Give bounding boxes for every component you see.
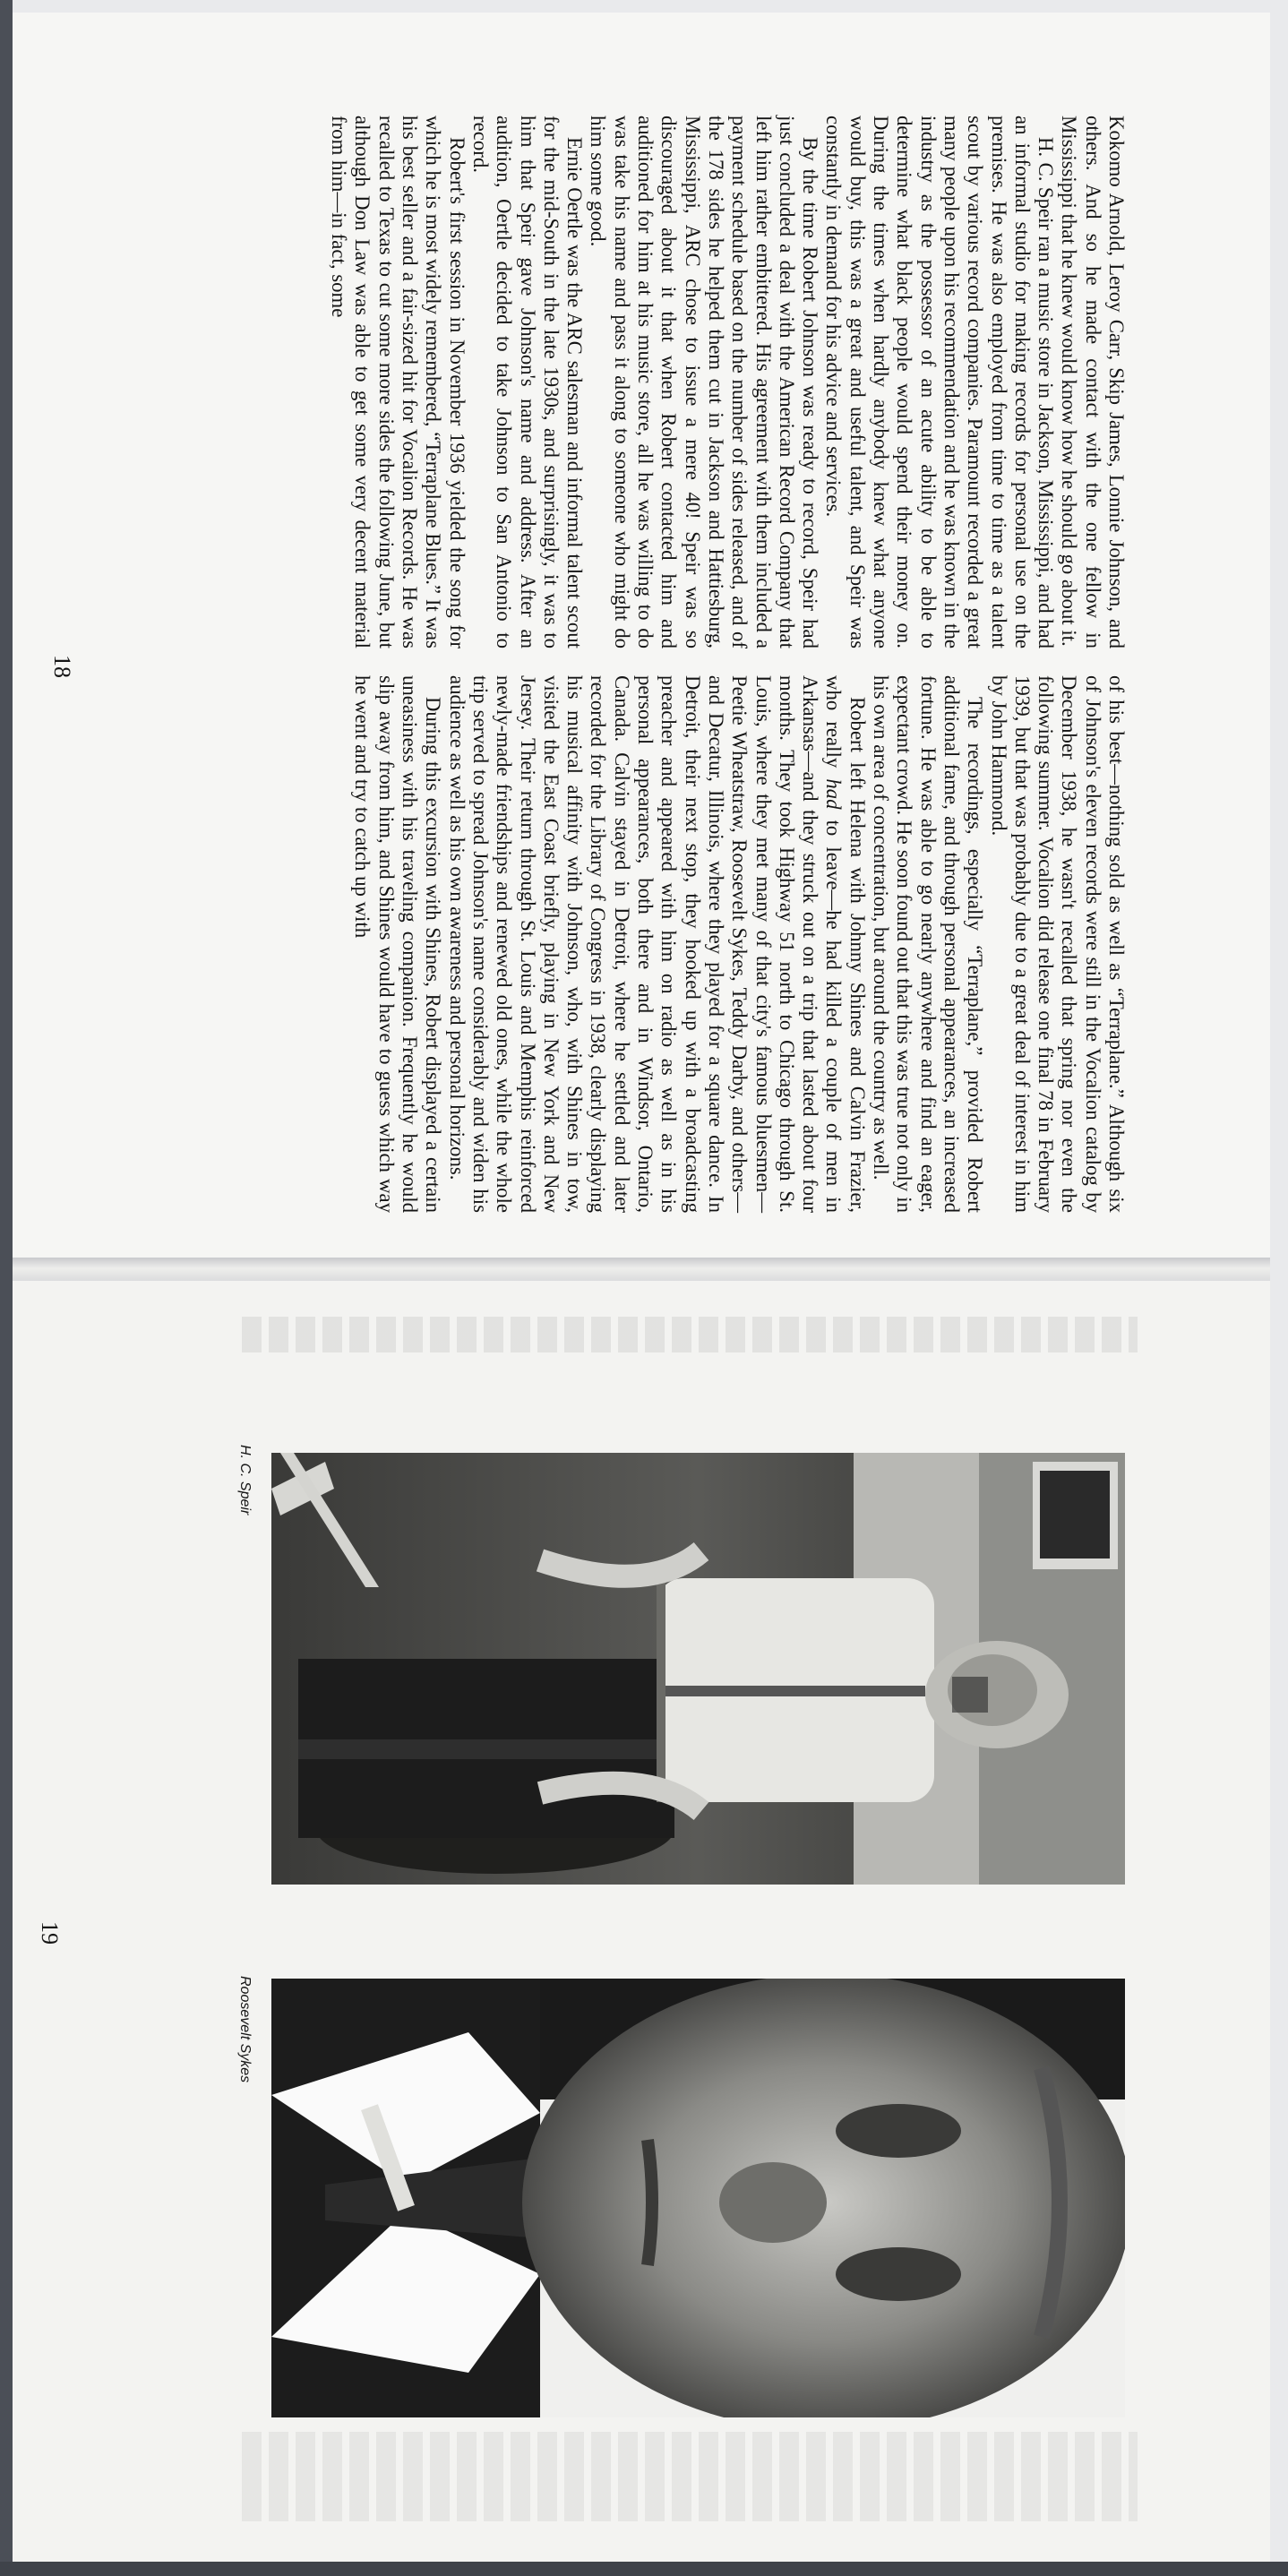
scanner-edge (0, 0, 13, 2576)
paragraph (444, 675, 868, 1213)
text-run: Robert left Helena with Johnny Shines and Calvin Frazier, who really (822, 675, 869, 1213)
text-run: to leave—he had killed a couple of men in Arkansas—and they struck out on a trip that lasted about four months. They took Highway 51 north to Chicago through St. Louis, where they met many of that city's famous bluesmen—Peetie Wheatstraw, Roosevelt Sykes, Teddy Darby, and others—and Decatur, Illinois, where they played for a square dance. In Detroit, their next stop, they hooked up with a broadcasting preacher and appeared with him on radio as well as in his personal appearances, both there and in Windsor, Ontario, Canada. Calvin stayed in Detroit, where he settled and later recorded for the Library of Congress in 1938, clearly displaying his musical affinity with Johnson, who, with Shines in tow, visited the East Coast briefly, playing in New York and New Jersey. Their return through St. Louis and Memphis reinforced newly-made friendships and renewed old ones, while the whole trip served to spread Johnson's name considerably and widen his audience as well as his own awareness and personal horizons. (445, 675, 846, 1213)
paragraph: By the time Robert Johnson was ready to record, Speir had just concluded a deal with the American Record Company that left him rather embittered. His agreement with them included a payment schedule based on the number of sides released, and of the 178 sides he helped them cut in Jackson and Hattiesburg, Mississippi, ARC chose to issue a mere 40! Speir was so discouraged about it that when Robert contacted him and auditioned for him at his music store, all he was willing to do was take his name and pass it along to someone who might do him some good. (587, 116, 822, 648)
paragraph: The recordings, especially “Terraplane,” provided Robert additional fame, and through personal appearances, an increased fortune. He was able to go nearly anywhere and find an eager, expectant crowd. He soon found out that this was true not only in his own area of concentration, but around the country as well. (870, 675, 987, 1213)
emphasis-text: had (822, 778, 846, 810)
paragraph: of his best—nothing sold as well as “Terraplane.” Although six of Johnson's eleven records were still in the Vocalion catalog by December 1938, he wasn't recalled that spring nor even the following summer. Vocalion did release one final 78 in February 1939, but that was probably due to a great deal of interest in him by John Hammond. (987, 675, 1128, 1213)
paragraph: Ernie Oertle was the ARC salesman and informal talent scout for the mid-South in the late 1930s, and surprisingly, it was to him that Speir gave Johnson's name and address. After an audition, Oertle decided to take Johnson to San Antonio to record. (468, 116, 587, 648)
paragraph: During this excursion with Shines, Robert displayed a certain uneasiness with his traveling companion. Frequently he would slip away from him, and Shines would have to guess which way he went and try to catch up with (351, 675, 445, 1213)
text-column-right (350, 675, 1128, 1213)
photo-hc-speir (271, 1453, 1125, 1885)
photo-caption: H. C. Speir (237, 1445, 253, 1516)
page-number: 19 (37, 1921, 63, 1945)
photo-caption: Roosevelt Sykes (237, 1976, 253, 2083)
scanner-edge-bottom (0, 2562, 1288, 2576)
photo-roosevelt-sykes (271, 1979, 1125, 2417)
show-through-text (242, 1317, 1138, 1352)
show-through-text (242, 2432, 1138, 2521)
page-number: 18 (49, 655, 75, 678)
hc-speir-photo-icon (271, 1453, 1125, 1885)
paragraph: H. C. Speir ran a music store in Jackson, Mississippi, and had an informal studio for making records for personal use on the premises. He was also employed from time to time as a talent scout by various record companies. Paramount recorded a great many people upon his recommendation and he was known in the industry as the possessor of an acute ability to be able to determine what black people would spend their money on. During the times when hardly anybody knew what anyone would buy, this was a great and useful talent, and Speir was constantly in demand for his advice and services. (822, 116, 1058, 648)
text-column-left (327, 116, 1128, 648)
paragraph: Kokomo Arnold, Leroy Carr, Skip James, Lonnie Johnson, and others. And so he made contact with the one fellow in Mississippi that he knew would know how he should go about it. (1058, 116, 1128, 648)
page-18 (13, 13, 1270, 1263)
paragraph: Robert's first session in November 1936 yielded the song for which he is most widely remembered, “Terraplane Blues.” It was his best seller and a fair-sized hit for Vocalion Records. He was recalled to Texas to cut some more sides the following June, but although Don Law was able to get some very decent material from him—in fact, some (328, 116, 468, 648)
roosevelt-sykes-photo-icon (271, 1979, 1125, 2417)
